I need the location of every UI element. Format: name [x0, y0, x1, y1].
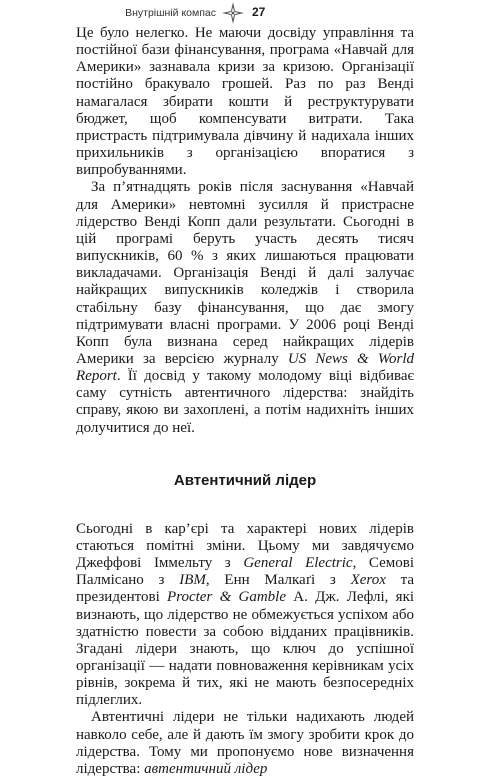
- page-number: 27: [252, 5, 266, 19]
- company-ibm: IBM: [179, 572, 206, 589]
- company-general-electric: General Electric: [243, 555, 353, 572]
- paragraph-4: [76, 709, 414, 778]
- paragraph-3-part-d: та президентові: [76, 572, 415, 606]
- paragraph-4-emphasis: автентичний лідер: [144, 760, 268, 777]
- paragraph-3-part-c: , Енн Малкаґі з: [205, 572, 336, 589]
- paragraph-2-text: За п’ятнадцять років після заснування «Навчай для Америки» невтомні зусилля й пристрасне лідерство Венді Копп дали результати. Сьогодні в цій програмі беруть участь десять тисяч випускників, 60 % з яких лишаються працювати викладачами. Організація Венді й далі залучає найкращих випускників коледжів і створила стабільну базу фінансування, що дає змогу підтримувати власні програми. У 2006 році Венді Копп була визнана серед найкращих лідерів Америки за версією журналу: [76, 179, 414, 367]
- magazine-name: US News & World Report: [76, 350, 414, 385]
- book-title: Внутрішній компас: [125, 7, 216, 19]
- company-xerox: Xerox: [350, 572, 386, 589]
- paragraph-3-part-e: А. Дж. Лефлі, які визнають, що лідерство не обмежується успіхом або здатністю повести за собою відданих працівників. Згадані лідери знають, що ключ до успішної організації — надати повноваження керівникам усіх рівнів, зокрема й тих, які не мають безпосередніх підлеглих.: [76, 589, 415, 709]
- paragraph-3: [76, 521, 414, 710]
- paragraph-3-part-b: , Семові Палмісано з: [76, 555, 415, 589]
- main-text: [76, 25, 414, 778]
- paragraph-4-text: Автентичні лідери не тільки надихають людей навколо себе, але й дають їм змогу зробити крок до лідерства. Тому ми пропонуємо нове визначення лідерства:: [76, 709, 414, 777]
- compass-star-icon: [222, 2, 244, 24]
- section-heading: Автентичний лідер: [173, 471, 317, 489]
- paragraph-2: [76, 179, 414, 436]
- paragraph-2-ending: . Її досвід у такому молодому віці відбиває саму сутність автентичного лідерства: знайдіть справу, якою ви захоплені, а потім надихніть інших долучитися до неї.: [76, 368, 414, 436]
- paragraph-3-part-a: Сьогодні в кар’єрі та характері нових лідерів стаються помітні зміни. Цьому ми завдячуємо Джеффові Іммельту з: [76, 520, 414, 572]
- running-head: [0, 4, 500, 22]
- company-procter-gamble: Procter & Gamble: [167, 589, 286, 606]
- paragraph-1: Це було нелегко. Не маючи досвіду управління та постійної бази фінансування, програма «Навчай для Америки» зазнавала кризи за кризою. Організації постійно бракувало грошей. Раз по раз Венді намагалася збирати кошти й реструктурувати бюджет, щоб компенсувати витрати. Така пристрасть підтримувала дівчину й надихала інших прихильників з організацією впоратися з випробуваннями.: [76, 25, 414, 179]
